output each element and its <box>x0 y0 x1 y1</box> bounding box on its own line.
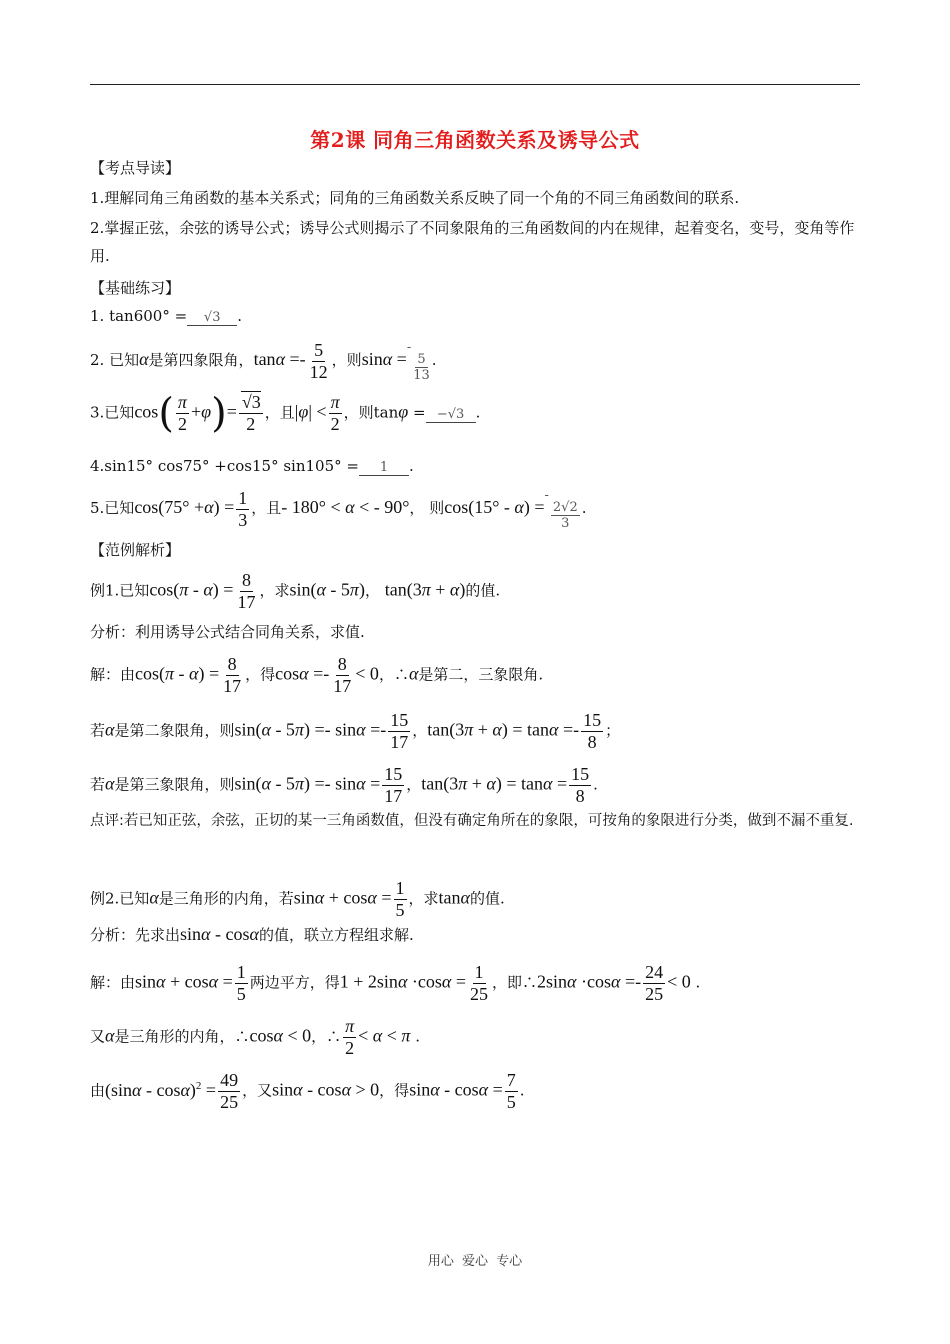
example-2-step-3: 由(sinα - cosα)$^2$ = $\frac{49}{25}$ ，又sinα - cosα > 0，得sinα - cosα = $\frac{7}{5}$ . <box>90 1070 525 1112</box>
example-1-comment: 点评:若已知正弦，余弦，正切的某一三角函数值，但没有确定角所在的象限，可按角的象限进行分类，做到不漏不重复. <box>90 813 854 829</box>
guide-point-2: 2.掌握正弦，余弦的诱导公式；诱导公式则揭示了不同象限角的三角函数间的内在规律，起着变名，变号，变角等作用. <box>90 219 855 265</box>
answer-blank: $\frac{5}{13}$ <box>413 351 430 383</box>
example-2-statement: 例2.已知α是三角形的内角，若sinα + cosα = $\frac{1}{5}$ ，求tanα的值. <box>90 878 505 920</box>
example-1-analysis: 分析：利用诱导公式结合同角关系，求值. <box>90 623 365 641</box>
example-2-analysis: 分析：先求出sinα - cosα的值，联立方程组求解. <box>90 924 414 944</box>
answer-blank: √3 <box>187 311 237 326</box>
answer-sign: - <box>406 340 412 355</box>
exercise-2: 2. 已知α是第四象限角，tanα =- $\frac{5}{12}$ ，则sinα =- $\frac{5}{13}$ . <box>90 339 437 383</box>
exercise-4: 4.sin15° cos75° +cos15° sin105° = 1 . <box>90 457 414 475</box>
exercise-3: 3.已知cos( $\frac{\pi}{2}$ +φ)= $\frac{√3}{2}$ ，且|φ| < $\frac{\pi}{2}$ ，则tanφ = −√3 . <box>90 390 481 437</box>
section-basic-heading: 【基础练习】 <box>90 279 181 297</box>
answer-sign: - <box>544 488 549 503</box>
example-1-solution: 解：由cos(π - α) = $\frac{8}{17}$ ，得cosα =- $\frac{8}{17}$ < 0，∴α是第二，三象限角. <box>90 654 544 696</box>
section-examples-heading: 【范例解析】 <box>90 541 181 559</box>
exercise-5: 5.已知cos(75° +α) = $\frac{1}{3}$ ，且- 180° < α < - 90°， 则cos(15° - α) =- $\frac{2√2}{3}$ . <box>90 487 587 531</box>
example-1-case-3: 若α是第三象限角，则sin(α - 5π) =- sinα = $\frac{15}{17}$ ，tan(3π + α) = tanα = $\frac{15}{8}$ . <box>90 764 598 806</box>
example-2-solution: 解：由sinα + cosα = $\frac{1}{5}$ 两边平方，得1 + 2sinα ·cosα = $\frac{1}{25}$ ，即∴2sinα ·cosα =- $\frac{24}{25}$ < 0 . <box>90 962 701 1004</box>
page-footer: 用心 爱心 专心 <box>427 1254 523 1269</box>
answer-blank: −√3 <box>426 408 476 423</box>
example-1-statement: 例1.已知cos(π - α) = $\frac{8}{17}$ ，求sin(α - 5π)， tan(3π + α)的值. <box>90 570 501 612</box>
example-2-step-2: 又α是三角形的内角，∴cosα < 0，∴ $\frac{\pi}{2}$ < α < π . <box>90 1016 420 1058</box>
exercise-1: 1. tan600° = √3 . <box>90 307 242 325</box>
answer-blank: $\frac{2√2}{3}$ <box>552 499 578 531</box>
page-title: 第2课 同角三角函数关系及诱导公式 <box>310 128 640 152</box>
example-1-case-2: 若α是第二象限角，则sin(α - 5π) =- sinα =- $\frac{15}{17}$ ，tan(3π + α) = tanα =- $\frac{15}{8}$ ； <box>90 710 621 752</box>
header-rule <box>90 84 860 85</box>
guide-point-1: 1.理解同角三角函数的基本关系式；同角的三角函数关系反映了同一个角的不同三角函数间的联系. <box>90 189 740 207</box>
section-guide-heading: 【考点导读】 <box>90 159 181 177</box>
answer-blank: 1 <box>359 461 409 476</box>
